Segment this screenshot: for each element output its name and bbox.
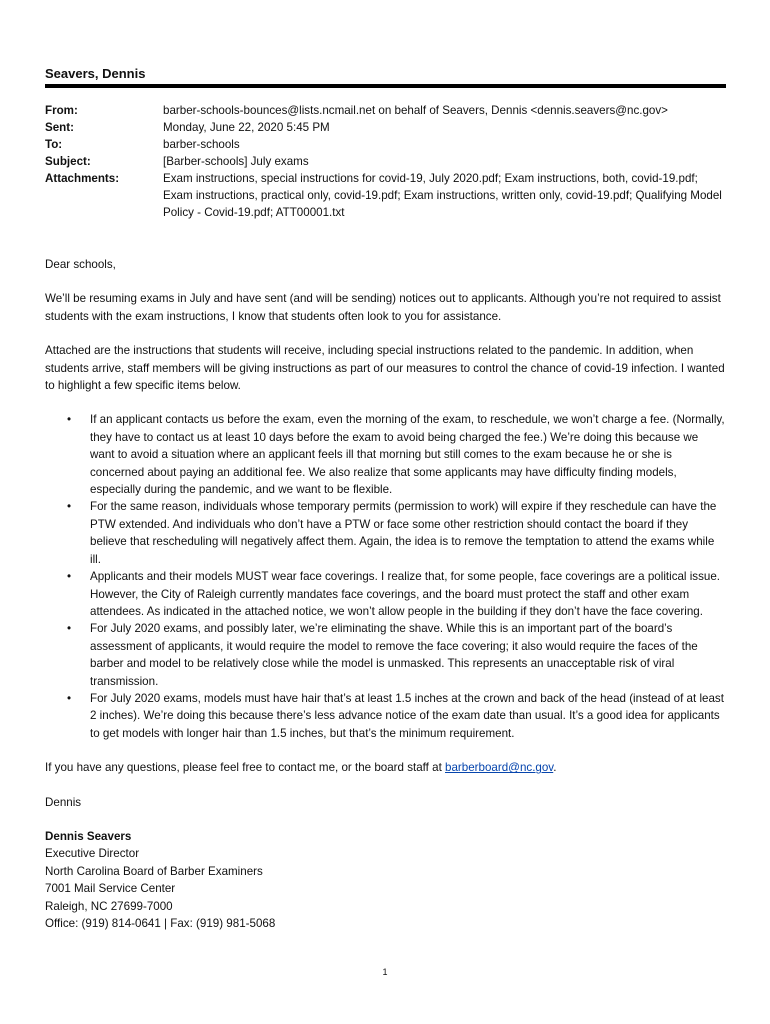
header-label: From: bbox=[45, 104, 78, 117]
list-item bbox=[45, 568, 725, 620]
list-item bbox=[45, 498, 725, 568]
signature-phone: Office: (919) 814-0641 | Fax: (919) 981-5068 bbox=[45, 917, 276, 930]
bullet-list bbox=[45, 411, 725, 742]
list-item-text: If an applicant contacts us before the exam, even the morning of the exam, to reschedule, we won’t charge a fee. (Normally, they have to contact us at least 10 days before the exam to avoid being charged the fee.) We’re doing this because we want to avoid a situation where an applicant feels ill that morning but still comes to the exam because he or she is concerned about paying an additional fee. We also realize that some applicants may have difficulty finding models, especially during the pandemic, and we want to be flexible. bbox=[90, 413, 725, 497]
bullet-icon: • bbox=[67, 500, 72, 514]
paragraph: We’ll be resuming exams in July and have sent (and will be sending) notices out to applicants. Although you’re not required to assist students with the exam instructions, I know that students often look to you for assistance. bbox=[45, 292, 721, 323]
header-to bbox=[45, 136, 725, 153]
list-item bbox=[45, 690, 725, 742]
closing-suffix: . bbox=[553, 761, 557, 775]
header-value: [Barber-schools] July exams bbox=[163, 155, 309, 168]
header-label: Subject: bbox=[45, 155, 91, 168]
sender-name: Seavers, Dennis bbox=[45, 66, 146, 81]
list-item bbox=[45, 620, 725, 690]
email-headers bbox=[45, 102, 725, 221]
header-attachments bbox=[45, 170, 725, 221]
list-item-text: For July 2020 exams, models must have hair that’s at least 1.5 inches at the crown and back of the head (instead of at least 2 inches). We’re doing this because there’s less advance notice of the exam date than usual. It’s a good idea for applicants to get models with longer hair than 1.5 inches, but that’s the minimum requirement. bbox=[90, 691, 724, 740]
header-subject bbox=[45, 153, 725, 170]
header-divider bbox=[45, 84, 726, 88]
header-value: barber-schools bbox=[163, 138, 240, 151]
signature-name: Dennis Seavers bbox=[45, 829, 132, 843]
paragraph: Attached are the instructions that students will receive, including special instructions related to the pandemic. In addition, when students arrive, staff members will be giving instructions as part of our measures to control the chance of covid-19 infection. I wanted to highlight a few specific items below. bbox=[45, 344, 725, 393]
signature-block bbox=[45, 828, 725, 932]
signature-org: North Carolina Board of Barber Examiners bbox=[45, 864, 263, 878]
header-sent bbox=[45, 119, 725, 136]
signature-title: Executive Director bbox=[45, 847, 140, 861]
header-label: To: bbox=[45, 138, 63, 151]
greeting: Dear schools, bbox=[45, 258, 116, 271]
header-label: Sent: bbox=[45, 121, 74, 134]
signoff: Dennis bbox=[45, 795, 82, 809]
header-value: barber-schools-bounces@lists.ncmail.net on behalf of Seavers, Dennis <dennis.seavers@nc.gov> bbox=[163, 104, 668, 117]
signature-address-line: Raleigh, NC 27699-7000 bbox=[45, 899, 173, 913]
board-email-link[interactable]: barberboard@nc.gov bbox=[445, 761, 554, 775]
page-number: 1 bbox=[382, 967, 388, 977]
closing-paragraph bbox=[45, 759, 725, 776]
closing-text: If you have any questions, please feel free to contact me, or the board staff at bbox=[45, 761, 446, 775]
list-item-text: For the same reason, individuals whose temporary permits (permission to work) will expire if they reschedule can have the PTW extended. And individuals who don’t have a PTW or face some other restriction should contact the board if they believe that rescheduling will negatively affect them. Again, the idea is to remove the temptation to attend the exams while ill. bbox=[90, 500, 717, 566]
attachments-list[interactable]: Exam instructions, special instructions for covid-19, July 2020.pdf; Exam instructions, both, covid-19.pdf; Exam instructions, practical only, covid-19.pdf; Exam instructions, written only, covid-19.pdf; Qualifying Model Policy - Covid-19.pdf; ATT00001.txt bbox=[163, 172, 722, 219]
signature-address-line: 7001 Mail Service Center bbox=[45, 882, 176, 896]
list-item-text: For July 2020 exams, and possibly later, we’re eliminating the shave. While this is an important part of the board’s assessment of applicants, it would require the model to remove the face covering; it also would require the faces of the barber and model to be relatively close while the model is unmasked. This represents an unacceptable risk of viral transmission. bbox=[90, 622, 698, 688]
list-item bbox=[45, 411, 725, 498]
bullet-icon: • bbox=[67, 570, 72, 584]
email-body bbox=[45, 256, 725, 932]
bullet-icon: • bbox=[67, 691, 72, 705]
header-label: Attachments: bbox=[45, 172, 120, 185]
list-item-text: Applicants and their models MUST wear face coverings. I realize that, for some people, face coverings are a political issue. However, the City of Raleigh currently mandates face coverings, and the board must protect the staff and other exam attendees. As indicated in the attached notice, we won’t allow people in the building if they don’t have the face covering. bbox=[90, 570, 721, 618]
header-from bbox=[45, 102, 725, 119]
bullet-icon: • bbox=[67, 622, 72, 636]
header-value: Monday, June 22, 2020 5:45 PM bbox=[163, 121, 330, 134]
bullet-icon: • bbox=[67, 413, 72, 427]
